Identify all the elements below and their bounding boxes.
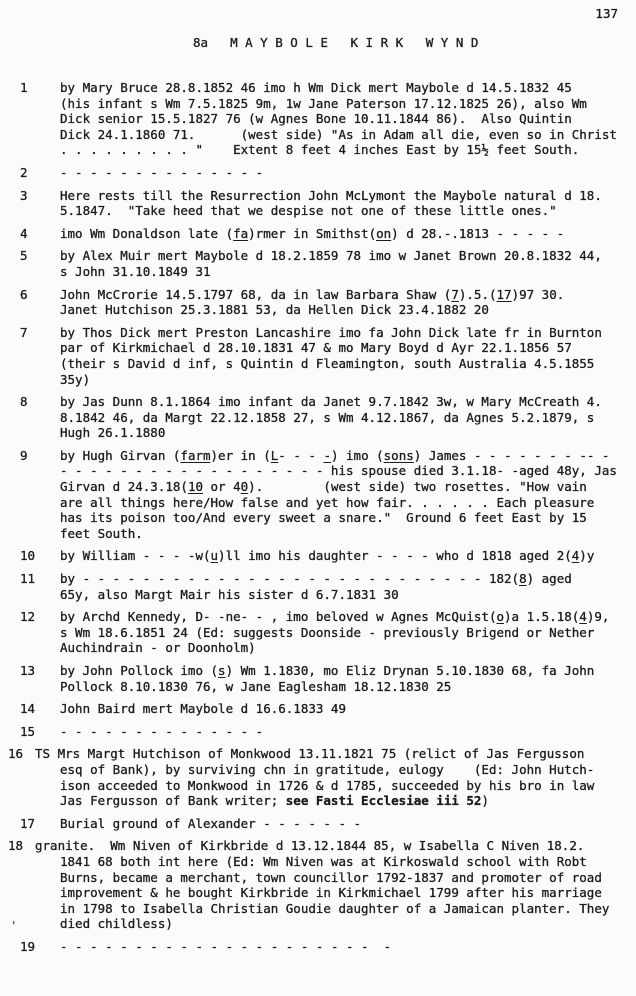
entry-13 bbox=[0, 663, 636, 694]
page-number: 137 bbox=[595, 6, 618, 21]
entry-2 bbox=[0, 165, 636, 181]
entry-number: 2 bbox=[20, 164, 28, 180]
entry-number: 8 bbox=[20, 394, 28, 410]
entry-line: by Mary Bruce 28.8.1852 46 imo h Wm Dick mert Maybole d 14.5.1832 45 bbox=[60, 80, 572, 95]
entry-number: 6 bbox=[20, 286, 28, 302]
underlined-reading: 10 bbox=[187, 479, 203, 495]
underlined-reading: 4 bbox=[579, 609, 587, 625]
entry-line: by Jas Dunn 8.1.1864 imo infant da Janet 9.7.1842 3w, w Mary McCreath 4. bbox=[60, 394, 602, 410]
entry-line: 1841 68 both int here (Ed: Wm Niven was at Kirkoswald school with Robt bbox=[60, 853, 587, 869]
entry-text bbox=[60, 609, 636, 656]
entry-text bbox=[60, 448, 636, 542]
entry-line: imo Wm Donaldson late (fa)rmer in Smithst(on) d 28.-.1813 - - - - - bbox=[60, 225, 565, 241]
entry-line: Here rests till the Resurrection John McLymont the Maybole natural d 18. bbox=[60, 187, 602, 203]
entry-number: 11 bbox=[20, 571, 36, 587]
entry-line: 35y) bbox=[60, 371, 91, 387]
entry-text bbox=[60, 663, 636, 694]
entry-line: John McCrorie 14.5.1797 68, da in law Barbara Shaw (7).5.(17)97 30. bbox=[60, 286, 565, 302]
section-title: M A Y B O L E K I R K W Y N D bbox=[230, 35, 479, 50]
entry-10 bbox=[0, 548, 636, 564]
entry-14 bbox=[0, 701, 636, 717]
entry-line: - - - - - - - - - - - - - - - - - - his spouse died 3.1.18- -aged 48y, Jas bbox=[60, 463, 617, 479]
underlined-reading: u bbox=[210, 548, 219, 564]
entry-number: 3 bbox=[20, 187, 28, 203]
entry-number: 14 bbox=[20, 701, 36, 717]
entry-number: 1 bbox=[20, 80, 28, 95]
entry-line: granite. Wm Niven of Kirkbride d 13.12.1844 85, w Isabella C Niven 18.2. bbox=[35, 838, 585, 854]
entry-line: by - - - - - - - - - - - - - - - - - - - - - - - - - - - 182(8) aged bbox=[60, 571, 572, 587]
entry-line: by Hugh Girvan (farm)er in (L- - - -) imo (sons) James - - - - - - - -- - bbox=[60, 447, 610, 463]
entry-number: 13 bbox=[20, 663, 36, 678]
entry-text bbox=[60, 325, 636, 387]
entry-15 bbox=[0, 724, 636, 740]
entry-line: died childless) bbox=[60, 916, 173, 932]
entry-number: 7 bbox=[20, 324, 28, 340]
entry-19 bbox=[0, 939, 636, 955]
entry-line: improvement & he bought Kirkbride in Kirkmichael 1799 after his marriage bbox=[60, 885, 602, 901]
entry-text bbox=[60, 571, 636, 602]
underlined-reading: - bbox=[323, 447, 331, 463]
entry-text bbox=[60, 701, 636, 717]
entry-text bbox=[60, 248, 636, 279]
entry-line: Auchindrain - or Doonholm) bbox=[60, 640, 256, 656]
entry-number: 10 bbox=[20, 548, 36, 564]
entry-line: Hugh 26.1.1880 bbox=[60, 425, 166, 441]
entry-line: by John Pollock imo (s) Wm 1.1830, mo Eliz Drynan 5.10.1830 68, fa John bbox=[60, 663, 595, 678]
entry-7 bbox=[0, 325, 636, 387]
underlined-reading: farm bbox=[180, 447, 211, 463]
entry-line: has its poison too/And every sweet a snare." Ground 6 feet East by 15 bbox=[60, 510, 587, 526]
entry-line: Pollock 8.10.1830 76, w Jane Eaglesham 18.12.1830 25 bbox=[60, 678, 452, 694]
entries-list bbox=[0, 80, 636, 955]
entry-text bbox=[60, 287, 636, 318]
entry-line: - - - - - - - - - - - - - - bbox=[60, 164, 264, 180]
entry-line: 8.1842 46, da Margt 22.12.1858 27, s Wm 4.12.1867, da Agnes 5.2.1879, s bbox=[60, 409, 595, 425]
underlined-reading: 4 bbox=[571, 548, 580, 564]
entry-text bbox=[60, 394, 636, 441]
entry-3 bbox=[0, 188, 636, 219]
entry-line: Dick 24.1.1860 71. (west side) "As in Adam all die, even so in Christ bbox=[60, 126, 617, 142]
entry-line: - - - - - - - - - - - - - - - - - - - - - - bbox=[60, 938, 392, 954]
underlined-reading: s bbox=[218, 663, 226, 678]
underlined-reading: 0 bbox=[240, 479, 249, 495]
entry-number: 19 bbox=[20, 938, 36, 954]
entry-text bbox=[60, 165, 636, 181]
entry-line: 65y, also Margt Mair his sister d 6.7.1831 30 bbox=[60, 586, 399, 602]
entry-line: esq of Bank), by surviving chn in gratitude, eulogy (Ed: John Hutch- bbox=[60, 761, 595, 777]
entry-line: Burial ground of Alexander - - - - - - - bbox=[60, 815, 362, 831]
entry-text bbox=[60, 548, 636, 564]
section-number: 8a bbox=[193, 35, 209, 50]
entry-number: 9 bbox=[20, 447, 28, 463]
entry-line: Dick senior 15.5.1827 76 (w Agnes Bone 10.11.1844 86). Also Quintin bbox=[60, 111, 572, 127]
underlined-reading: o bbox=[496, 609, 505, 625]
entry-line: s John 31.10.1849 31 bbox=[60, 263, 211, 279]
underlined-reading: on bbox=[376, 225, 392, 241]
entry-line: Janet Hutchison 25.3.1881 53, da Hellen Dick 23.4.1882 20 bbox=[60, 302, 489, 318]
underlined-reading: fa bbox=[233, 225, 249, 241]
entry-12 bbox=[0, 609, 636, 656]
bold-reference: see Fasti Ecclesiae iii 52 bbox=[285, 793, 482, 809]
entry-line: . . . . . . . . . " Extent 8 feet 4 inches East by 15½ feet South. bbox=[60, 142, 580, 158]
entry-line: - - - - - - - - - - - - - - bbox=[60, 723, 264, 739]
underlined-reading: 17 bbox=[496, 286, 512, 302]
entry-number: 17 bbox=[20, 815, 36, 831]
entry-number: 16 bbox=[8, 746, 24, 762]
underlined-reading: L bbox=[270, 447, 279, 463]
entry-line: par of Kirkmichael d 28.10.1831 47 & mo Mary Boyd d Ayr 22.1.1856 57 bbox=[60, 340, 572, 356]
entry-number: 12 bbox=[20, 609, 36, 625]
entry-1 bbox=[0, 80, 636, 158]
entry-line: by Archd Kennedy, D- -ne- - , imo beloved w Agnes McQuist(o)a 1.5.18(4)9, bbox=[60, 609, 610, 625]
entry-line: are all things here/How false and yet how fair. . . . . . Each pleasure bbox=[60, 494, 595, 510]
entry-text bbox=[60, 816, 636, 832]
underlined-reading: 7 bbox=[451, 286, 459, 302]
entry-line: TS Mrs Margt Hutchison of Monkwood 13.11.1821 75 (relict of Jas Fergusson bbox=[35, 746, 585, 762]
entry-line: in 1798 to Isabella Christian Goudie daughter of a Jamaican planter. They bbox=[60, 900, 610, 916]
section-heading bbox=[193, 35, 636, 50]
entry-11 bbox=[0, 571, 636, 602]
underlined-reading: sons bbox=[383, 447, 414, 463]
entry-text bbox=[60, 188, 636, 219]
entry-line: (their s David d inf, s Quintin d Fleamington, south Australia 4.5.1855 bbox=[60, 355, 595, 371]
entry-6 bbox=[0, 287, 636, 318]
entry-18 bbox=[0, 838, 636, 932]
entry-line: s Wm 18.6.1851 24 (Ed: suggests Doonside - previously Brigend or Nether bbox=[60, 624, 595, 640]
entry-text bbox=[35, 746, 636, 809]
entry-9 bbox=[0, 448, 636, 542]
underlined-reading: 8 bbox=[519, 571, 527, 587]
entry-line: John Baird mert Maybole d 16.6.1833 49 bbox=[60, 701, 346, 717]
entry-text bbox=[60, 724, 636, 740]
entry-line: Burns, became a merchant, town councillor 1792-1837 and promoter of road bbox=[60, 869, 602, 885]
entry-text bbox=[35, 838, 636, 932]
entry-number: 18 bbox=[8, 838, 24, 854]
entry-line: Jas Fergusson of Bank writer; see Fasti Ecclesiae iii 52) bbox=[60, 793, 489, 809]
entry-line: ison acceeded to Monkwood in 1726 & d 1785, succeeded by his bro in law bbox=[60, 777, 595, 793]
entry-line: (his infant s Wm 7.5.1825 9m, 1w Jane Paterson 17.12.1825 26), also Wm bbox=[60, 95, 587, 111]
entry-line: feet South. bbox=[60, 525, 143, 541]
entry-line: by William - - - -w(u)ll imo his daughter - - - - who d 1818 aged 2(4)y bbox=[60, 548, 595, 564]
entry-4 bbox=[0, 226, 636, 242]
entry-number: 15 bbox=[20, 723, 36, 739]
entry-8 bbox=[0, 394, 636, 441]
entry-line: by Alex Muir mert Maybole d 18.2.1859 78 imo w Janet Brown 20.8.1832 44, bbox=[60, 248, 602, 264]
entry-number: 4 bbox=[20, 225, 28, 241]
entry-text bbox=[60, 939, 636, 955]
entry-5 bbox=[0, 248, 636, 279]
entry-line: by Thos Dick mert Preston Lancashire imo fa John Dick late fr in Burnton bbox=[60, 324, 602, 340]
entry-16 bbox=[0, 746, 636, 808]
entry-text bbox=[60, 226, 636, 242]
entry-text bbox=[60, 80, 636, 158]
entry-line: Girvan d 24.3.18(10 or 40). (west side) two rosettes. "How vain bbox=[60, 479, 587, 495]
entry-line: 5.1847. "Take heed that we despise not one of these little ones." bbox=[60, 203, 557, 219]
margin-stray-mark: ' bbox=[10, 918, 18, 933]
entry-17 bbox=[0, 816, 636, 832]
entry-number: 5 bbox=[20, 248, 28, 264]
